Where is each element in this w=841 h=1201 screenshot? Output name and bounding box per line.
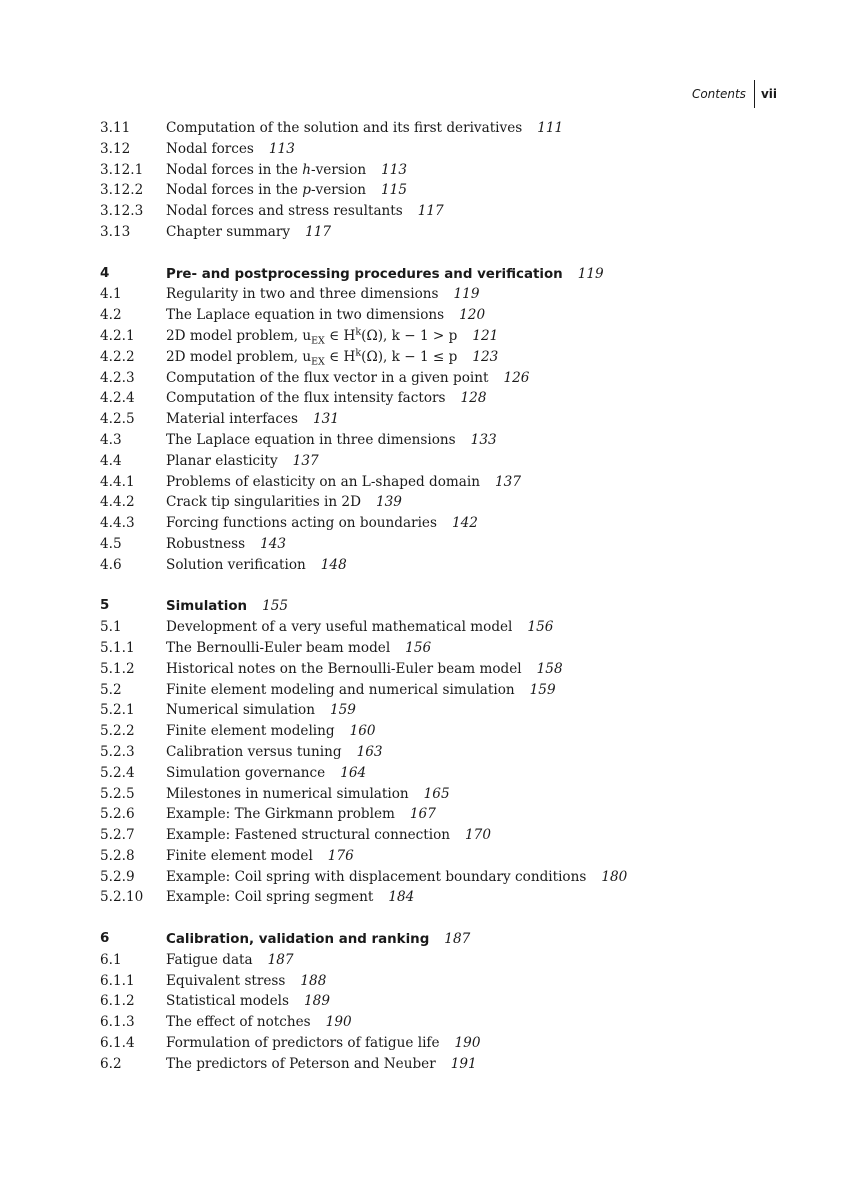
toc-entry-page: 123 [472,348,499,365]
toc-entry-body [166,222,331,243]
toc-entry-title: Numerical simulation [166,702,315,719]
toc-entry[interactable] [100,742,780,763]
toc-entry-number: 5 [100,598,110,614]
toc-entry-page: 167 [409,806,436,823]
toc-entry-number: 4.1 [100,286,122,303]
toc-entry-body [166,326,498,347]
toc-entry-body [166,409,339,430]
toc-entry-page: 191 [450,1055,477,1072]
toc-entry-page: 163 [356,743,383,760]
toc-entry-body [166,825,491,846]
toc-entry-body [166,284,479,305]
toc-entry[interactable] [100,368,780,389]
toc-entry-page: 148 [320,556,347,573]
toc-entry-title: Simulation governance [166,764,326,781]
toc-entry-body [166,388,486,409]
toc-entry-body [166,513,478,534]
toc-entry-body [166,305,485,326]
table-of-contents [100,118,780,1075]
toc-entry[interactable] [100,201,780,222]
toc-entry-body [166,721,376,742]
toc-entry-number: 3.12.1 [100,161,144,178]
toc-entry-number: 4 [100,265,110,281]
toc-entry-body [166,180,407,201]
toc-entry-body [166,368,529,389]
toc-entry-body [166,118,563,139]
toc-entry[interactable] [100,804,780,825]
toc-entry-body [166,867,627,888]
toc-entry-page: 189 [304,993,330,1010]
toc-entry-body [166,1054,477,1075]
toc-entry-page: 188 [300,972,327,989]
toc-entry-page: 137 [292,452,319,469]
toc-entry[interactable] [100,222,780,243]
toc-entry-page: 143 [260,535,287,552]
toc-entry-body [166,492,402,513]
toc-entry-page: 155 [262,598,289,615]
toc-entry-number: 5.2.2 [100,723,135,740]
running-head-title: Contents [691,87,746,101]
toc-entry-title: Development of a very useful mathematical model [166,619,513,636]
toc-entry-title: Calibration versus tuning [166,743,342,760]
toc-entry-title: Computation of the flux intensity factors [166,390,446,407]
toc-entry-title: Finite element modeling and numerical simulation [166,681,515,698]
toc-entry-title: Forcing functions acting on boundaries [166,515,437,532]
toc-entry[interactable] [100,534,780,555]
toc-entry-page: 139 [375,494,402,511]
toc-entry-number: 5.2.9 [100,868,135,885]
toc-entry-title: Nodal forces and stress resultants [166,203,403,220]
toc-entry[interactable] [100,846,780,867]
toc-entry[interactable] [100,180,780,201]
toc-entry-body [166,763,366,784]
toc-entry-body [166,700,356,721]
section-gap [100,908,780,929]
toc-entry-title: Fatigue data [166,951,253,968]
toc-entry-page: 126 [503,369,530,386]
toc-entry-body [166,659,563,680]
toc-entry-page: 160 [349,723,376,740]
toc-entry[interactable] [100,555,780,576]
toc-entry-title: The Laplace equation in three dimensions [166,431,456,448]
toc-entry[interactable] [100,430,780,451]
toc-entry-title: Statistical models [166,993,290,1010]
toc-entry-number: 4.2 [100,307,122,324]
toc-entry-title: Historical notes on the Bernoulli-Euler beam model [166,660,522,677]
toc-entry-page: 156 [405,639,432,656]
toc-entry[interactable] [100,347,780,368]
toc-entry-title: Crack tip singularities in 2D [166,494,361,511]
toc-entry-body [166,1033,480,1054]
toc-entry[interactable] [100,1033,780,1054]
toc-entry-number: 3.13 [100,223,131,240]
toc-entry-number: 4.5 [100,535,122,552]
toc-entry[interactable] [100,160,780,181]
toc-entry[interactable] [100,513,780,534]
toc-entry[interactable] [100,617,780,638]
toc-entry-body [166,804,436,825]
toc-entry-page: 159 [529,681,556,698]
toc-entry-body [166,139,295,160]
toc-entry-page: 170 [465,827,491,844]
toc-entry-number: 4.4.2 [100,494,135,511]
toc-entry-number: 5.2 [100,681,122,698]
toc-entry-page: 187 [444,931,471,948]
toc-entry-number: 5.2.10 [100,889,144,906]
toc-entry-number: 6.1.2 [100,993,135,1010]
toc-entry[interactable] [100,784,780,805]
toc-entry[interactable] [100,659,780,680]
toc-entry[interactable] [100,305,780,326]
toc-entry-body [166,472,521,493]
toc-entry-number: 3.12.3 [100,203,144,220]
toc-chapter-entry[interactable] [100,596,780,617]
toc-entry-number: 6 [100,931,110,947]
toc-entry-page: 119 [577,265,604,282]
toc-entry-body [166,264,604,286]
toc-entry-title: Formulation of predictors of fatigue life [166,1035,440,1052]
toc-entry-page: 128 [460,390,487,407]
toc-entry-title: Equivalent stress [166,972,286,989]
toc-entry-body [166,929,470,951]
toc-entry-number: 3.12 [100,140,131,157]
toc-entry-number: 5.1 [100,619,122,636]
toc-entry-body [166,950,294,971]
toc-entry-title: Example: Coil spring segment [166,889,374,906]
toc-entry-body [166,534,286,555]
page-number: vii [760,87,777,101]
toc-entry-page: 180 [601,868,628,885]
toc-entry-title: 2D model problem, $u_{EX}$ ∈ $H^k(\Omega)$, k − 1 > p [166,326,458,347]
toc-entry-page: 119 [453,286,480,303]
toc-entry[interactable] [100,409,780,430]
toc-entry-number: 5.1.2 [100,660,135,677]
toc-entry[interactable] [100,492,780,513]
toc-entry-body [166,347,498,368]
toc-entry-number: 5.2.3 [100,743,135,760]
toc-entry[interactable] [100,991,780,1012]
toc-entry-body [166,430,497,451]
toc-entry-number: 4.2.1 [100,327,135,344]
toc-entry-title: Nodal forces in the p-version [166,182,367,199]
toc-chapter-entry[interactable] [100,929,780,950]
toc-entry[interactable] [100,118,780,139]
toc-entry-page: 133 [470,431,497,448]
toc-entry-title: Solution verification [166,556,306,573]
toc-entry-page: 131 [313,411,339,428]
toc-entry[interactable] [100,887,780,908]
toc-entry-title: Calibration, validation and ranking [166,932,430,948]
toc-entry-number: 4.2.4 [100,390,135,407]
toc-entry-number: 6.2 [100,1055,122,1072]
toc-entry-title: Example: Fastened structural connection [166,827,451,844]
toc-entry[interactable] [100,139,780,160]
toc-entry-title: Nodal forces in the h-version [166,161,367,178]
toc-entry-page: 190 [325,1014,352,1031]
toc-entry-title: Finite element modeling [166,723,335,740]
section-gap [100,243,780,264]
toc-entry-number: 5.2.1 [100,702,135,719]
toc-entry[interactable] [100,1012,780,1033]
toc-entry-page: 159 [330,702,356,719]
section-gap [100,576,780,597]
toc-entry[interactable] [100,971,780,992]
toc-entry-page: 117 [417,203,444,220]
toc-entry-number: 4.4.3 [100,515,135,532]
toc-entry-body [166,555,347,576]
toc-entry-title: Simulation [166,599,248,615]
toc-entry-body [166,742,383,763]
toc-entry-page: 176 [327,847,354,864]
toc-entry-number: 5.1.1 [100,639,135,656]
running-head [692,80,777,108]
toc-entry-page: 165 [423,785,450,802]
toc-entry[interactable] [100,284,780,305]
toc-entry-title: The Bernoulli-Euler beam model [166,639,391,656]
toc-entry-title: The Laplace equation in two dimensions [166,307,445,324]
toc-entry-title: Computation of the solution and its first derivatives [166,120,523,136]
toc-entry-body [166,160,407,181]
toc-entry-page: 156 [527,619,554,636]
toc-entry-body [166,680,556,701]
toc-entry-page: 190 [454,1035,481,1052]
toc-entry-title: Regularity in two and three dimensions [166,286,439,303]
toc-entry[interactable] [100,700,780,721]
toc-entry-number: 4.6 [100,556,122,573]
toc-chapter-entry[interactable] [100,264,780,285]
toc-entry-title: The predictors of Peterson and Neuber [166,1055,436,1072]
toc-entry-page: 113 [268,140,295,157]
toc-entry[interactable] [100,451,780,472]
toc-entry-body [166,638,431,659]
toc-entry-title: Example: The Girkmann problem [166,806,395,823]
toc-entry[interactable] [100,1054,780,1075]
toc-entry-body [166,887,414,908]
toc-entry-title: Chapter summary [166,223,291,240]
toc-entry-page: 121 [472,327,499,344]
toc-entry-number: 4.2.5 [100,411,135,428]
toc-entry[interactable] [100,638,780,659]
toc-entry-page: 158 [536,660,563,677]
toc-entry-page: 187 [267,951,294,968]
toc-entry-number: 6.1.4 [100,1035,135,1052]
toc-entry-number: 4.3 [100,431,122,448]
toc-entry-page: 184 [388,889,415,906]
toc-entry-page: 142 [451,515,478,532]
toc-entry-body [166,617,553,638]
toc-entry-page: 137 [495,473,521,490]
toc-entry[interactable] [100,680,780,701]
toc-entry-title: Finite element model [166,847,313,864]
toc-entry-title: Pre- and postprocessing procedures and verification [166,266,563,282]
toc-entry-page: 120 [459,307,486,324]
toc-entry-number: 6.1.1 [100,972,135,989]
toc-entry[interactable] [100,721,780,742]
toc-entry-body [166,451,319,472]
toc-entry-title: Material interfaces [166,411,299,428]
toc-entry[interactable] [100,388,780,409]
toc-entry-title: 2D model problem, $u_{EX}$ ∈ $H^k(\Omega)$, k − 1 ≤ p [166,347,458,368]
toc-entry-number: 4.2.3 [100,369,135,386]
toc-entry-number: 5.2.4 [100,764,135,781]
toc-entry-page: 117 [305,223,332,240]
toc-entry-body [166,1012,352,1033]
toc-entry-body [166,784,450,805]
toc-entry-body [166,201,444,222]
toc-entry-page: 113 [381,161,408,178]
toc-entry-body [166,971,326,992]
toc-entry-number: 5.2.6 [100,806,135,823]
toc-entry-number: 5.2.8 [100,847,135,864]
toc-entry-body [166,596,288,618]
toc-entry-title: Computation of the flux vector in a given point [166,369,489,386]
toc-entry-title: Example: Coil spring with displacement boundary conditions [166,868,587,885]
toc-entry-number: 4.4.1 [100,473,135,490]
toc-entry-number: 3.11 [100,120,131,136]
toc-entry[interactable] [100,472,780,493]
toc-entry-title: Planar elasticity [166,452,278,469]
toc-entry-body [166,991,330,1012]
toc-entry-number: 4.4 [100,452,122,469]
toc-entry-title: Problems of elasticity on an L-shaped domain [166,473,481,490]
toc-entry[interactable] [100,950,780,971]
toc-entry[interactable] [100,867,780,888]
toc-entry-number: 6.1.3 [100,1014,135,1031]
toc-entry-number: 3.12.2 [100,182,144,199]
toc-entry-title: Milestones in numerical simulation [166,785,409,802]
toc-entry-title: Nodal forces [166,140,254,157]
toc-entry-number: 4.2.2 [100,348,135,365]
toc-entry-page: 164 [340,764,367,781]
toc-entry-body [166,846,354,867]
toc-entry[interactable] [100,763,780,784]
toc-entry-number: 6.1 [100,951,122,968]
toc-entry[interactable] [100,825,780,846]
toc-entry-page: 111 [537,120,564,136]
toc-entry[interactable] [100,326,780,347]
toc-entry-page: 115 [381,182,407,199]
toc-entry-number: 5.2.5 [100,785,135,802]
toc-entry-number: 5.2.7 [100,827,135,844]
toc-entry-title: The effect of notches [166,1014,311,1031]
toc-entry-title: Robustness [166,535,246,552]
